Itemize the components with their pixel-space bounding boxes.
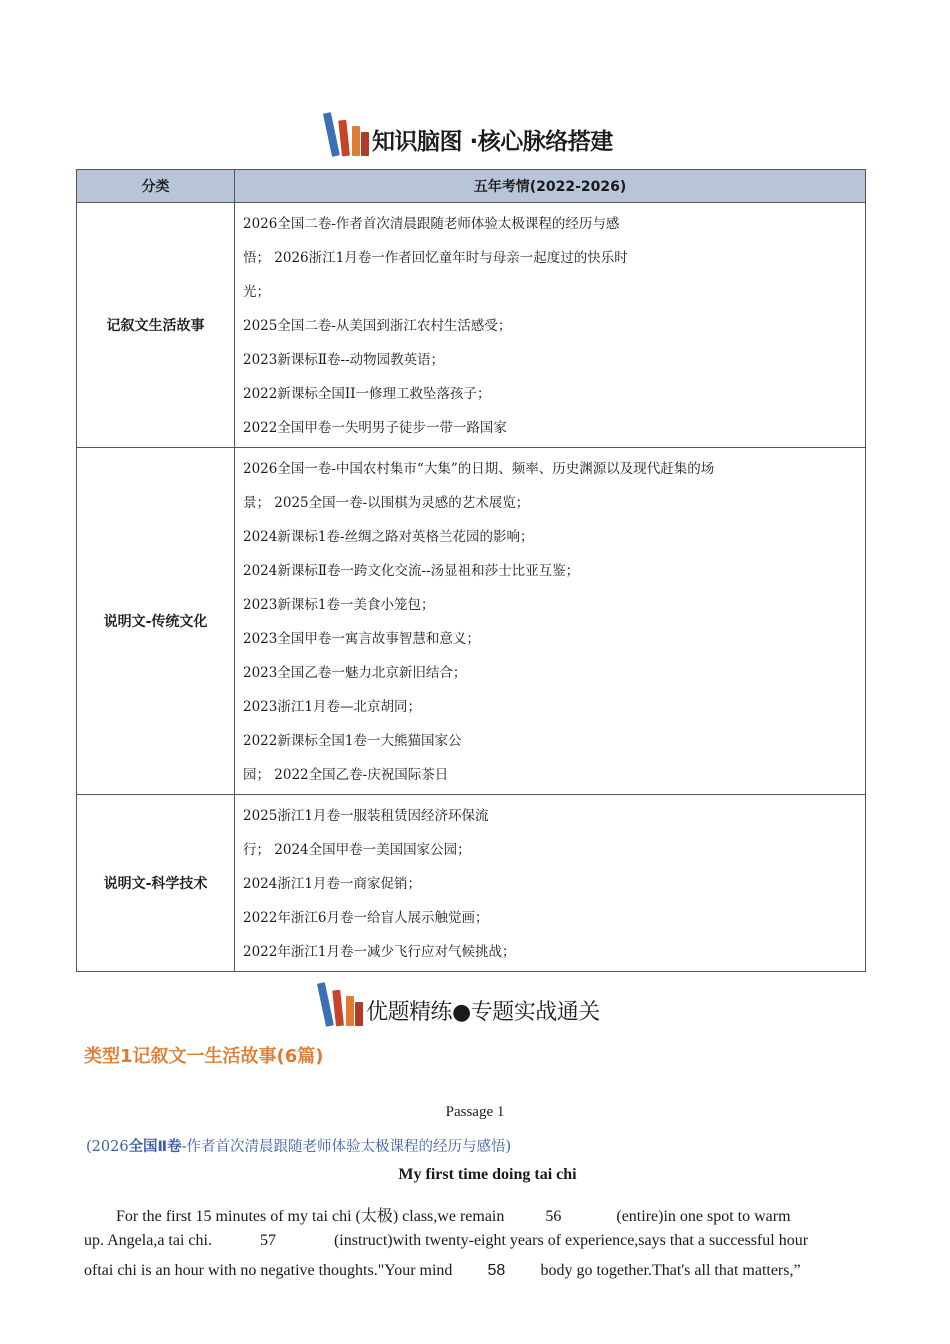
category-cell: 说明文-科学技术 xyxy=(77,795,235,972)
list-item: 2022新课标全国II一修理工救坠落孩子； xyxy=(243,386,491,402)
type-heading: 类型1记叙文一生活故事(6篇) xyxy=(84,1046,324,1067)
heading-text: 知识脑图 ·核心脉络搭建 xyxy=(372,129,613,155)
list-item: 景； 2025全国一卷-以围棋为灵感的艺术展览； xyxy=(243,495,530,511)
list-item: 2024浙江1月卷一商家促销； xyxy=(243,876,421,892)
list-item: 2025浙江1月卷一服装租赁因经济环保流 xyxy=(243,808,489,824)
section-heading-practice xyxy=(324,970,600,1026)
table-row xyxy=(77,203,866,448)
passage-text: up. Angela,a tai chi. xyxy=(84,1232,212,1249)
list-item: 2024新课标1卷-丝绸之路对英格兰花园的影响； xyxy=(243,529,534,545)
blank-57[interactable]: 57 xyxy=(259,1232,276,1249)
passage-line xyxy=(84,1203,894,1226)
passage-line xyxy=(84,1232,862,1250)
list-item: 2023新课标Ⅱ卷--动物园教英语； xyxy=(243,352,445,368)
items-cell xyxy=(235,795,866,972)
items-cell xyxy=(235,448,866,795)
list-item: 2022年浙江6月卷一给盲人展示触觉画； xyxy=(243,910,489,926)
passage-line xyxy=(84,1262,862,1280)
list-item: 2025全国二卷-从美国到浙江农村生活感受； xyxy=(243,318,512,334)
category-cell: 说明文-传统文化 xyxy=(77,448,235,795)
list-item: 2023全国乙卷一魅力北京新旧结合； xyxy=(243,665,467,681)
source-rest: -作者首次清晨跟随老师体验太极课程的经历与感悟) xyxy=(181,1139,512,1155)
passage-title: My first time doing tai chi xyxy=(398,1166,577,1183)
list-item: 2026全国一卷-中国农村集市“大集”的日期、频率、历史渊源以及现代赶集的场 xyxy=(243,461,715,477)
list-item: 2022年浙江1月卷一减少飞行应对气候挑战； xyxy=(243,944,516,960)
column-header-category: 分类 xyxy=(77,170,235,203)
items-cell xyxy=(235,203,866,448)
books-icon xyxy=(330,112,370,156)
source-bold: 全国Ⅱ卷 xyxy=(128,1139,182,1155)
column-header-history: 五年考情(2022-2026) xyxy=(235,170,866,203)
section-heading-mindmap xyxy=(330,96,613,156)
list-item: 悟； 2026浙江1月卷一作者回忆童年时与母亲一起度过的快乐时 xyxy=(243,250,628,266)
table-row xyxy=(77,795,866,972)
list-item: 园； 2022全国乙卷-庆祝国际茶日 xyxy=(243,767,449,783)
passage-text: body go together.That's all that matters,” xyxy=(540,1262,801,1279)
passage-text: (instruct)with twenty-eight years of experience,says that a successful hour xyxy=(333,1232,809,1249)
exam-overview-table xyxy=(76,169,866,972)
list-item: 2023全国甲卷一寓言故事智慧和意义； xyxy=(243,631,480,647)
list-item: 2026全国二卷-作者首次清晨跟随老师体验太极课程的经历与感 xyxy=(243,216,620,232)
list-item: 2024新课标Ⅱ卷一跨文化交流--汤显祖和莎士比亚互鉴； xyxy=(243,563,580,579)
heading-text: 优题精练●专题实战通关 xyxy=(366,1000,600,1025)
table-header-row xyxy=(77,170,866,203)
list-item: 光； xyxy=(243,284,270,300)
passage-text: (entire)in one spot to warm xyxy=(616,1208,791,1225)
books-icon xyxy=(324,982,364,1026)
list-item: 2023新课标1卷一美食小笼包； xyxy=(243,597,435,613)
passage-text: oftai chi is an hour with no negative thoughts."Your mind xyxy=(84,1262,453,1279)
passage-text: For the first 15 minutes of my tai chi (太极) class,we remain xyxy=(116,1208,505,1225)
passage-source xyxy=(86,1135,511,1156)
list-item: 2022新课标全国1卷一大熊猫国家公 xyxy=(243,733,462,749)
table-row xyxy=(77,448,866,795)
blank-56[interactable]: 56 xyxy=(545,1208,562,1225)
blank-58[interactable]: 58 xyxy=(487,1262,506,1279)
category-cell: 记叙文生活故事 xyxy=(77,203,235,448)
passage-label: Passage 1 xyxy=(445,1104,505,1120)
list-item: 行； 2024全国甲卷一美国国家公园； xyxy=(243,842,471,858)
list-item: 2023浙江1月卷—北京胡同； xyxy=(243,699,421,715)
list-item: 2022全国甲卷一失明男子徒步一带一路国家 xyxy=(243,420,507,436)
source-open: (2026 xyxy=(86,1139,129,1155)
